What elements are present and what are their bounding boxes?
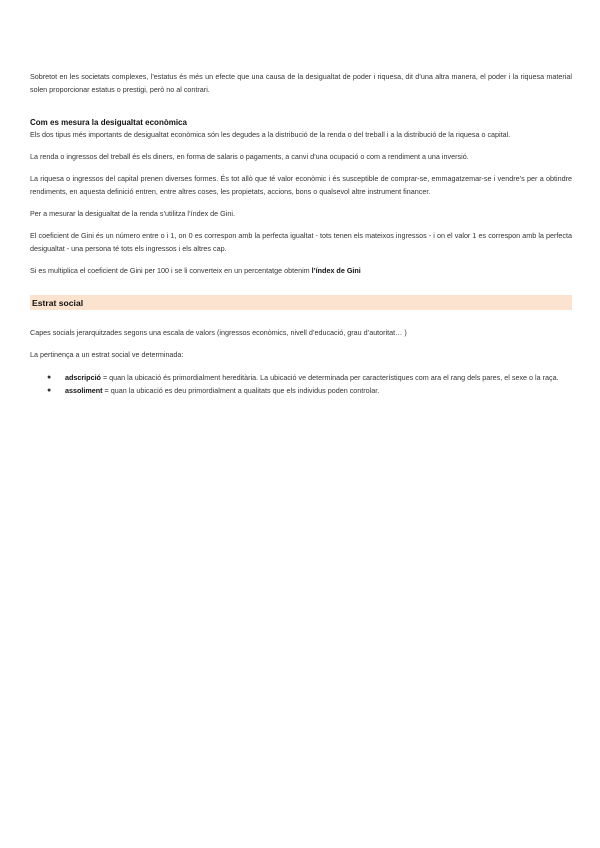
intro-paragraph: Sobretot en les societats complexes, l’estatus és més un efecte que una causa de la desigualtat de poder i riquesa, dit d’una altra manera, el poder i la riquesa material solen proporcionar estatus o prestigi, però no al contrari. xyxy=(30,72,572,94)
bullet-text: = quan la ubicació és primordialment hereditària. La ubicació ve determinada per característiques com ara el rang dels pares, el sexe o la raça. xyxy=(100,373,559,382)
gini-paragraph-5: El coeficient de Gini és un número entre o i 1, on 0 es correspon amb la perfecta igualtat - tots tenen els mateixos ingressos - i on el valor 1 es correspon amb la perfecta desigualtat - una persona té tots els ingressos i els altres cap. xyxy=(30,231,572,253)
gini-paragraph-3: La riquesa o ingressos del capital prenen diverses formes. És tot allò que té valor econòmic i és susceptible de comprar-se, emmagatzemar-se i vendre’s per a obtindre rendiments, en aquesta definició entren, entre altres coses, les propietats, accions, bons o qualsevol altre instrument financer. xyxy=(30,174,572,196)
list-item xyxy=(30,384,572,397)
gini-heading: Com es mesura la desigualtat econòmica xyxy=(30,118,187,127)
gini-index-term: l’índex de Gini xyxy=(311,266,361,275)
gini-paragraph-6-text: Si es multiplica el coeficient de Gini per 100 i se li converteix en un percentatge obtenim xyxy=(30,266,312,275)
bullet-icon: ● xyxy=(47,387,52,394)
bullet-text: = quan la ubicació es deu primordialment a qualitats que els individus poden controlar. xyxy=(102,386,380,395)
estrat-paragraph-2: La pertinença a un estrat social ve determinada: xyxy=(30,350,184,359)
estrat-paragraph-1: Capes socials jerarquitzades segons una escala de valors (ingressos econòmics, nivell d’educació, grau d’autoritat… ) xyxy=(30,328,407,337)
section-header-bar xyxy=(30,295,572,310)
gini-paragraph-4: Per a mesurar la desigualtat de la renda s’utilitza l’índex de Gini. xyxy=(30,209,235,218)
list-item xyxy=(30,371,572,384)
bullet-icon: ● xyxy=(47,374,52,381)
bullet-list xyxy=(30,371,572,397)
gini-paragraph-1: Els dos tipus més importants de desigualtat econòmica són les degudes a la distribució de la renda o del treball i a la distribució de la riquesa o capital. xyxy=(30,130,511,139)
gini-paragraph-2: La renda o ingressos del treball és els diners, en forma de salaris o pagaments, a canvi d’una ocupació o com a rendiment a una inversió. xyxy=(30,152,469,161)
section-title: Estrat social xyxy=(32,297,84,308)
gini-paragraph-6 xyxy=(30,264,572,277)
document-page xyxy=(30,70,572,397)
bullet-term: adscripció xyxy=(65,373,101,382)
bullet-term: assoliment xyxy=(65,386,103,395)
